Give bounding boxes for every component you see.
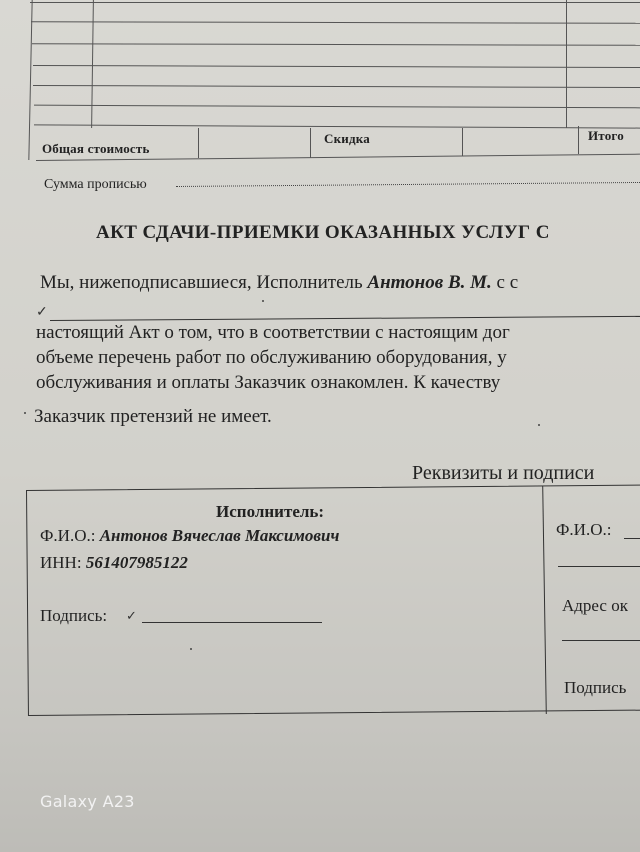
executor-short-name: Антонов В. М.: [367, 272, 492, 293]
executor-header: Исполнитель:: [216, 502, 325, 521]
body-line-1-suffix: с с: [491, 272, 519, 293]
executor-inn-label: ИНН:: [40, 553, 86, 572]
executor-signature-line: [142, 622, 322, 623]
executor-fio-value: Антонов Вячеслав Максимович: [99, 526, 340, 545]
check-mark-icon: ✓: [36, 305, 48, 320]
customer-address-line: [562, 640, 640, 641]
camera-watermark: Galaxy A23: [40, 792, 135, 811]
act-title: АКТ СДАЧИ-ПРИЕМКИ ОКАЗАННЫХ УСЛУГ С: [96, 222, 550, 243]
executor-fio-row: [40, 526, 339, 546]
executor-fio-label: Ф.И.О.:: [40, 526, 100, 545]
executor-inn-value: 561407985122: [85, 553, 188, 572]
customer-address-label: Адрес ок: [562, 596, 628, 615]
body-line-5: Заказчик претензий не имеет.: [34, 406, 272, 427]
paper-speck: [190, 648, 192, 650]
paper-speck: [24, 412, 26, 414]
requisites-box: [26, 484, 640, 716]
paper-speck: [538, 424, 540, 426]
requisites-title: Реквизиты и подписи: [412, 462, 595, 484]
customer-blank-line: [50, 316, 640, 321]
body-line-3: объеме перечень работ по обслуживанию оборудования, у: [36, 347, 507, 368]
total-label: Итого: [588, 128, 624, 143]
sum-in-words-label: Сумма прописью: [44, 177, 147, 192]
paper-speck: [262, 300, 264, 302]
total-cost-label: Общая стоимость: [42, 141, 150, 156]
discount-label: Скидка: [324, 131, 370, 146]
body-line-4: обслуживания и оплаты Заказчик ознакомлен. К качеству: [36, 372, 501, 393]
sum-in-words-line: [176, 182, 640, 187]
customer-fio-line-2: [558, 566, 640, 567]
customer-signature-label: Подпись: [564, 678, 627, 697]
body-line-1: [40, 272, 518, 294]
executor-inn-row: [40, 553, 188, 573]
customer-fio-line: [624, 538, 640, 539]
body-line-2: настоящий Акт о том, что в соответствии с настоящим дог: [36, 322, 510, 343]
signature-check-icon: ✓: [126, 608, 137, 623]
customer-fio-label: Ф.И.О.:: [556, 520, 612, 539]
body-line-1-prefix: Мы, нижеподписавшиеся, Исполнитель: [40, 272, 368, 293]
executor-signature-label: Подпись:: [40, 606, 108, 625]
